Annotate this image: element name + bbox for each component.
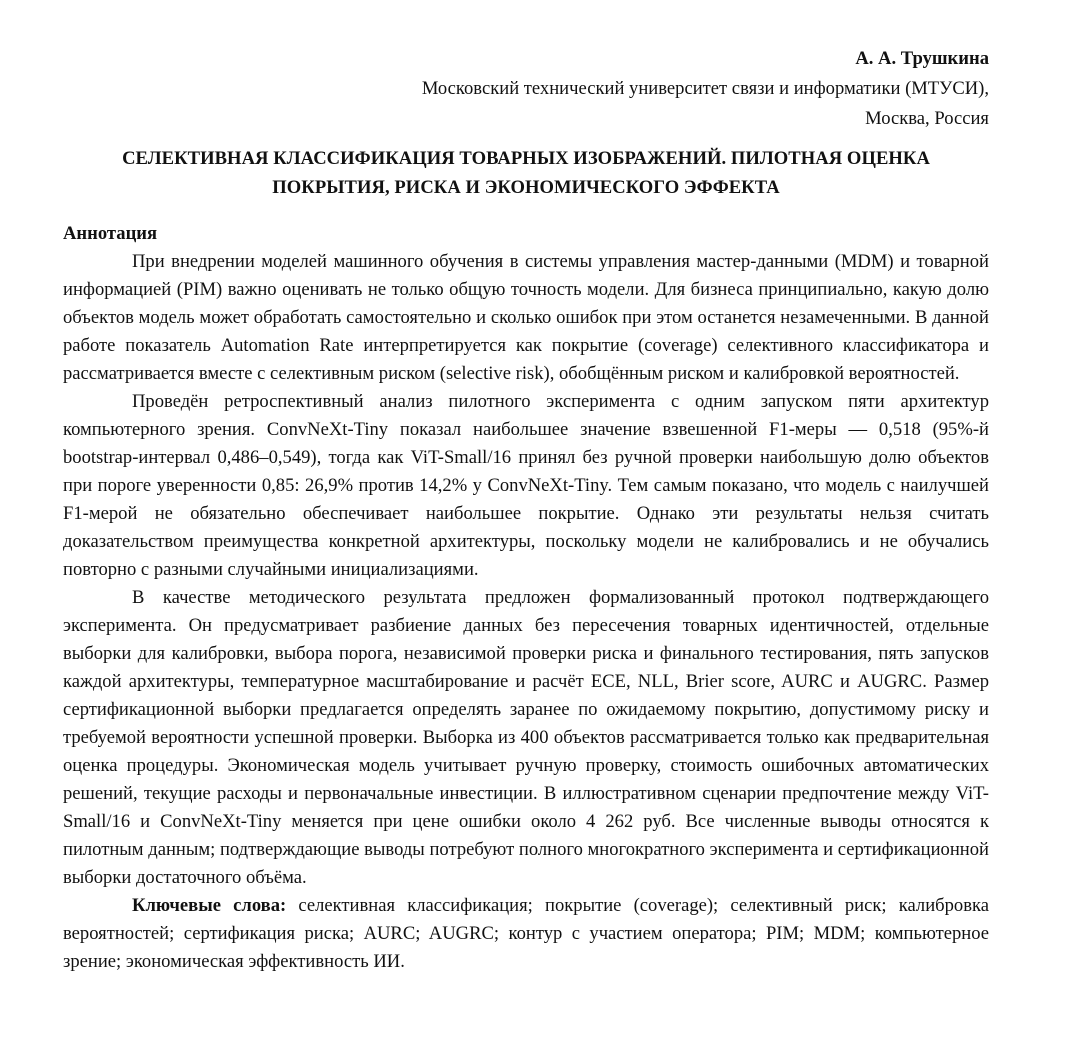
abstract-paragraph-3: В качестве методического результата предложен формализованный протокол подтверждающего эксперимента. Он предусматривает разбиение данных без пересечения товарных идентичностей, отдельные выборки для калибровки, выбора порога, независимой проверки риска и финального тестирования, пять запусков каждой архитектуры, температурное масштабирование и расчёт ECE, NLL, Brier score, AURC и AUGRC. Размер сертификационной выборки предлагается определять заранее по ожидаемому покрытию, допустимому риску и требуемой вероятности успешной проверки. Выборка из 400 объектов рассматривается только как предварительная оценка процедуры. Экономическая модель учитывает ручную проверку, стоимость ошибочных автоматических решений, текущие расходы и первоначальные инвестиции. В иллюстративном сценарии предпочтение между ViT-Small/16 и ConvNeXt-Tiny меняется при цене ошибки около 4 262 руб. Все численные выводы относятся к пилотным данным; подтверждающие выводы потребуют полного многократного эксперимента и сертификационной выборки достаточного объёма. xyxy=(63,587,989,888)
abstract-paragraph-2: Проведён ретроспективный анализ пилотного эксперимента с одним запуском пяти архитектур компьютерного зрения. ConvNeXt-Tiny показал наибольшее значение взвешенной F1-меры — 0,518 (95%-й bootstrap-интервал 0,486–0,549), тогда как ViT-Small/16 принял без ручной проверки наибольшую долю объектов при пороге уверенности 0,85: 26,9% против 14,2% у ConvNeXt-Tiny. Тем самым показано, что модель с наилучшей F1-мерой не обязательно обеспечивает наибольшее покрытие. Однако эти результаты нельзя считать доказательством преимущества конкретной архитектуры, поскольку модели не калибровались и не обучались повторно с разными случайными инициализациями. xyxy=(63,391,989,580)
author-block xyxy=(63,44,989,134)
paper-page xyxy=(63,44,989,976)
keywords-text: селективная классификация; покрытие (coverage); селективный риск; калибровка вероятностей; сертификация риска; AURC; AUGRC; контур с участием оператора; PIM; MDM; компьютерное зрение; экономическая эффективность ИИ. xyxy=(63,895,989,972)
author-name: А. А. Трушкина xyxy=(855,48,989,69)
author-city: Москва, Россия xyxy=(865,108,989,129)
keywords-label: Ключевые слова: xyxy=(132,895,287,916)
author-affiliation: Московский технический университет связи и информатики (МТУСИ), xyxy=(421,78,989,99)
paper-title-line-1: СЕЛЕКТИВНАЯ КЛАССИФИКАЦИЯ ТОВАРНЫХ ИЗОБРАЖЕНИЙ. ПИЛОТНАЯ ОЦЕНКА xyxy=(122,148,930,169)
paper-title-line-2: ПОКРЫТИЯ, РИСКА И ЭКОНОМИЧЕСКОГО ЭФФЕКТА xyxy=(272,177,780,198)
keywords-paragraph xyxy=(63,892,989,976)
abstract-paragraph-1: При внедрении моделей машинного обучения в системы управления мастер-данными (MDM) и товарной информацией (PIM) важно оценивать не только общую точность модели. Для бизнеса принципиально, какую долю объектов модель может обработать самостоятельно и сколько ошибок при этом останется незамеченными. В данной работе показатель Automation Rate интерпретируется как покрытие (coverage) селективного классификатора и рассматривается вместе с селективным риском (selective risk), обобщённым риском и калибровкой вероятностей. xyxy=(63,251,989,384)
paper-title xyxy=(63,144,989,202)
abstract-heading: Аннотация xyxy=(63,223,158,244)
